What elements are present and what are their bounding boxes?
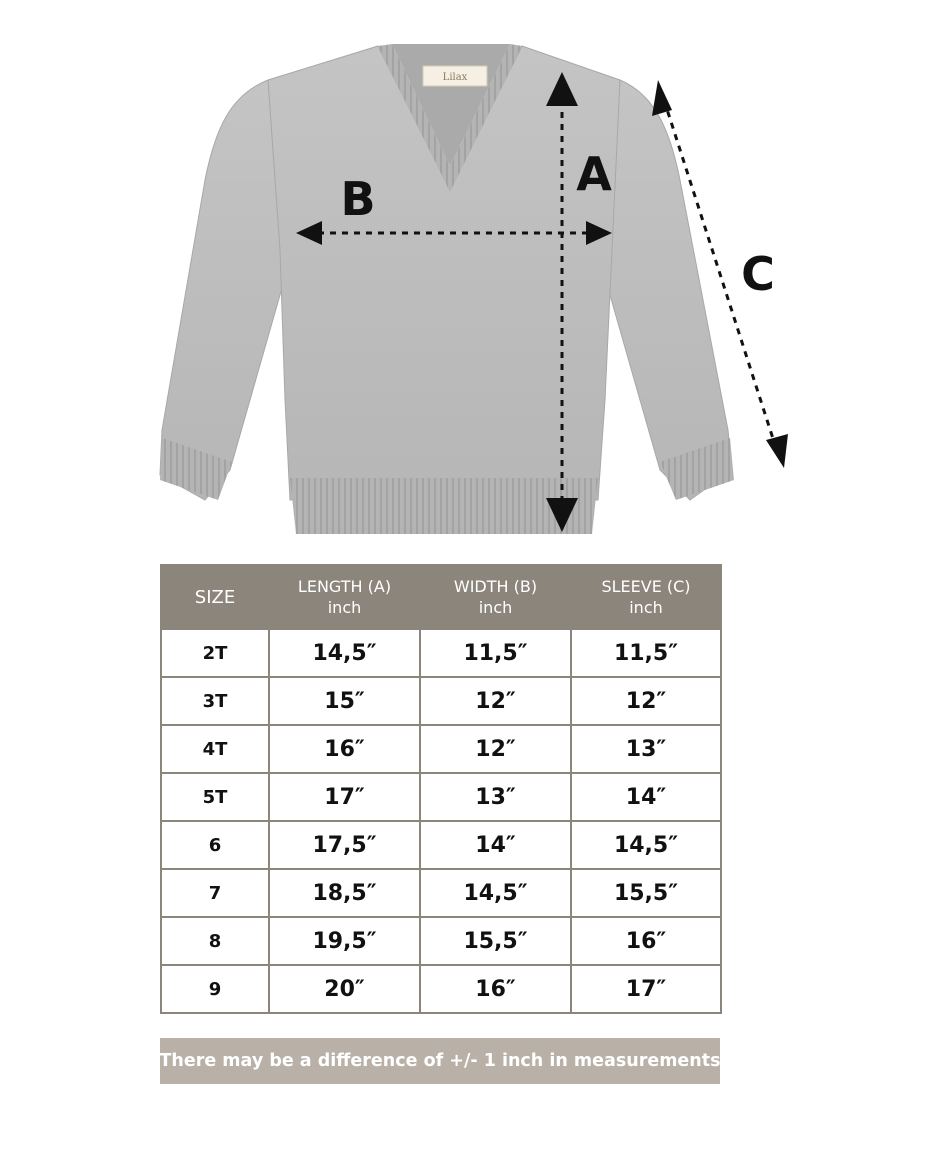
length-cell: 19,5″ bbox=[269, 917, 420, 965]
table-row bbox=[161, 773, 721, 821]
table-header-row bbox=[161, 565, 721, 629]
table-row bbox=[161, 629, 721, 677]
size-cell: 9 bbox=[161, 965, 269, 1013]
length-cell: 15″ bbox=[269, 677, 420, 725]
size-cell: 6 bbox=[161, 821, 269, 869]
table-row bbox=[161, 821, 721, 869]
sleeve-cell: 12″ bbox=[571, 677, 721, 725]
length-cell: 14,5″ bbox=[269, 629, 420, 677]
measurement-disclaimer: There may be a difference of +/- 1 inch in measurements bbox=[160, 1038, 720, 1084]
size-cell: 2T bbox=[161, 629, 269, 677]
right-sleeve bbox=[600, 80, 732, 500]
table-row bbox=[161, 677, 721, 725]
brand-tag-text: Lilax bbox=[442, 72, 468, 83]
sleeve-cell: 17″ bbox=[571, 965, 721, 1013]
header-length: LENGTH (A) inch bbox=[269, 565, 420, 629]
width-cell: 14″ bbox=[420, 821, 571, 869]
length-cell: 18,5″ bbox=[269, 869, 420, 917]
table-row bbox=[161, 725, 721, 773]
length-cell: 20″ bbox=[269, 965, 420, 1013]
length-cell: 16″ bbox=[269, 725, 420, 773]
length-cell: 17″ bbox=[269, 773, 420, 821]
label-a: A bbox=[576, 147, 612, 201]
width-cell: 11,5″ bbox=[420, 629, 571, 677]
sleeve-cell: 15,5″ bbox=[571, 869, 721, 917]
sleeve-cell: 13″ bbox=[571, 725, 721, 773]
width-cell: 13″ bbox=[420, 773, 571, 821]
size-cell: 3T bbox=[161, 677, 269, 725]
size-cell: 5T bbox=[161, 773, 269, 821]
header-sleeve: SLEEVE (C) inch bbox=[571, 565, 721, 629]
length-cell: 17,5″ bbox=[269, 821, 420, 869]
sleeve-cell: 16″ bbox=[571, 917, 721, 965]
table-row bbox=[161, 869, 721, 917]
size-cell: 4T bbox=[161, 725, 269, 773]
sleeve-cell: 14″ bbox=[571, 773, 721, 821]
left-sleeve bbox=[160, 80, 290, 500]
header-width: WIDTH (B) inch bbox=[420, 565, 571, 629]
sleeve-cell: 11,5″ bbox=[571, 629, 721, 677]
label-b: B bbox=[340, 172, 376, 226]
width-cell: 16″ bbox=[420, 965, 571, 1013]
width-cell: 12″ bbox=[420, 725, 571, 773]
width-cell: 15,5″ bbox=[420, 917, 571, 965]
sweater-illustration bbox=[0, 0, 925, 550]
table-row bbox=[161, 917, 721, 965]
size-cell: 7 bbox=[161, 869, 269, 917]
size-cell: 8 bbox=[161, 917, 269, 965]
label-c: C bbox=[741, 247, 775, 301]
sleeve-cell: 14,5″ bbox=[571, 821, 721, 869]
header-size: SIZE bbox=[161, 565, 269, 629]
table-row bbox=[161, 965, 721, 1013]
width-cell: 12″ bbox=[420, 677, 571, 725]
width-cell: 14,5″ bbox=[420, 869, 571, 917]
size-chart-table bbox=[160, 564, 722, 1014]
